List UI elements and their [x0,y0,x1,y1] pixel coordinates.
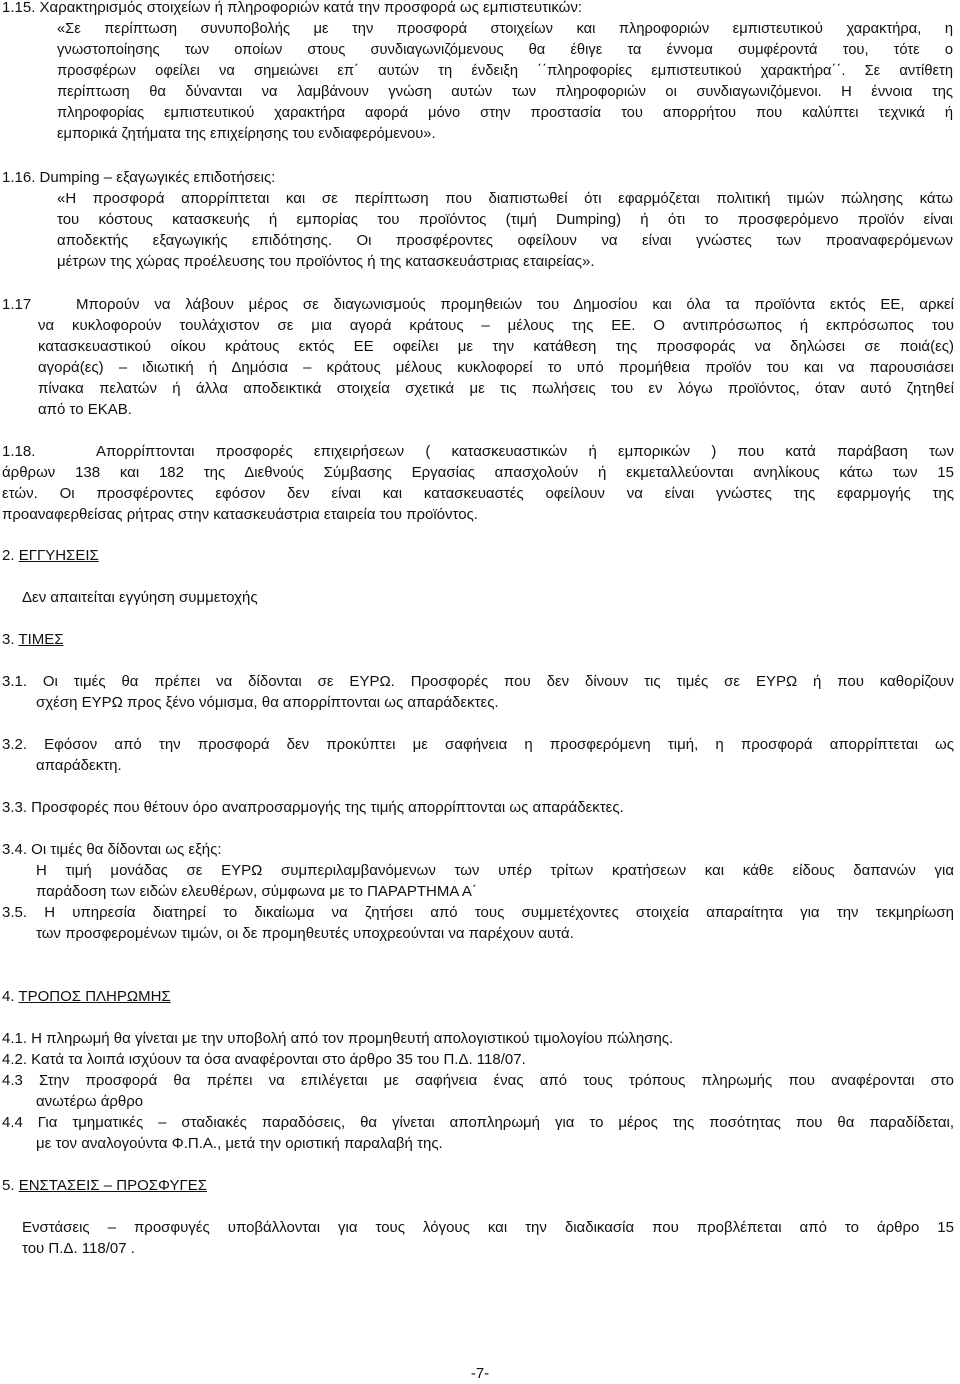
clause-4-4-line: 4.4 Για τμηματικές – σταδιακές παραδόσεις, θα γίνεται αποπληρωμή για το μέρος της ποσότητας που θα παραδίδεται, [2,1114,954,1131]
paragraph-line: άρθρων 138 και 182 της Διεθνούς Σύμβασης Εργασίας απασχολούν ή εκμεταλλεύονται ανηλίκους κάτω των 15 [2,464,954,481]
section-heading-text: ΤΙΜΕΣ [18,631,64,648]
paragraph-line: του Π.Δ. 118/07 . [22,1240,135,1257]
section-2-heading [2,546,99,566]
section-5-heading [2,1176,207,1196]
section-number: 1.15. [2,0,36,16]
paragraph-line: Μπορούν να λάβουν μέρος σε διαγωνισμούς προμηθειών του Δημοσίου και όλα τα προϊόντα εκτός ΕΕ, αρκεί [76,296,954,313]
paragraph-line: από το ΕΚΑΒ. [38,401,132,418]
paragraph-line: «Σε περίπτωση συνυποβολής με την προσφορά στοιχείων και πληροφοριών εμπιστευτικού χαρακτήρα, η [57,21,953,37]
paragraph-line: Απορρίπτονται προσφορές επιχειρήσεων ( κατασκευαστικών ή εμπορικών ) που κατά παράβαση των [96,443,954,460]
clause-3-4-line: 3.4. Οι τιμές θα δίδονται ως εξής: [2,841,222,858]
clause-3-5-line: των προσφερομένων τιμών, οι δε προμηθευτές υποχρεούνται να παρέχουν αυτά. [36,925,574,942]
section-1-15-heading [2,0,582,18]
clause-3-2-line: 3.2. Εφόσον από την προσφορά δεν προκύπτει με σαφήνεια η προσφερόμενη τιμή, η προσφορά απορρίπτεται ως [2,736,954,753]
paragraph-line: εμπορικά ζητήματα της επιχείρησης του ενδιαφερόμενου». [57,126,436,142]
section-heading-text: ΕΓΓΥΗΣΕΙΣ [18,547,99,564]
clause-4-4-line: με τον αναλογούντα Φ.Π.Α., μετά την οριστική παραλαβή της. [36,1135,443,1152]
paragraph-line: Δεν απαιτείται εγγύηση συμμετοχής [22,589,258,606]
section-number: 1.16. [2,169,36,186]
clause-3-1-line: σχέση ΕΥΡΩ προς ξένο νόμισμα, θα απορρίπτονται ως απαράδεκτες. [36,694,499,711]
section-number: 1.18. [2,443,36,460]
section-title: Χαρακτηρισμός στοιχείων ή πληροφοριών κατά την προσφορά ως εμπιστευτικών: [39,0,583,16]
paragraph-line: Ενστάσεις – προσφυγές υποβάλλονται για τους λόγους και την διαδικασία που προβλέπεται από το άρθρο 15 [22,1219,954,1236]
paragraph-line: «Η προσφορά απορρίπτεται και σε περίπτωση που διαπιστωθεί ότι εφαρμόζεται πολιτική τιμών πώλησης κάτω [57,190,953,207]
clause-3-5-line: 3.5. Η υπηρεσία διατηρεί το δικαίωμα να ζητήσει από τους συμμετέχοντες στοιχεία απαραίτητα για την τεκμηρίωση [2,904,954,921]
clause-4-1-line: 4.1. Η πληρωμή θα γίνεται με την υποβολή από τον προμηθευτή απολογιστικού τιμολογίου πώλησης. [2,1030,674,1047]
paragraph-line: μέτρων της χώρας προέλευσης του προϊόντος ή της κατασκευάστριας εταιρείας». [57,253,595,270]
paragraph-line: προαναφερθείσας ρήτρας στην κατασκευάστρια εταιρεία του προϊόντος. [2,506,478,523]
section-1-16-heading [2,168,275,188]
paragraph-line: πίνακα πελατών ή άλλα αποδεικτικά στοιχεία σχετικά με τις πωλήσεις του εν λόγω προϊόντος, όταν αυτό ζητηθεί [38,380,954,397]
section-number: 1.17 [2,296,32,313]
paragraph-line: πληροφορίας εμπιστευτικού χαρακτήρα αφορά μόνο στην προστασία του απορρήτου που καλύπτει τεχνικά ή [57,105,953,121]
section-4-heading [2,987,171,1007]
clause-3-4-line: παράδοση των ειδών ελευθέρων, σύμφωνα με το ΠΑΡΑΡΤΗΜΑ Α΄ [36,883,477,900]
paragraph-line: αποδεκτής εξαγωγικής επιδότησης. Οι προσφέροντες οφείλουν να είναι γνώστες των προαναφερόμενων [57,232,953,249]
paragraph-line: αγορά(ες) – ιδιωτική ή Δημόσια – κράτους μέλους κυκλοφορεί το υπό προμήθεια προϊόν του και να παρουσιάσει [38,359,954,376]
clause-4-3-line: ανωτέρω άρθρο [36,1093,144,1110]
clause-3-3-line: 3.3. Προσφορές που θέτουν όρο αναπροσαρμογής της τιμής απορρίπτονται ως απαράδεκτες. [2,799,624,816]
paragraph-line: να κυκλοφορούν τουλάχιστον σε μια αγορά κράτους – μέλους της ΕΕ. Ο αντιπρόσωπος ή εκπρόσωπος του [38,317,954,334]
clause-4-3-line: 4.3 Στην προσφορά θα πρέπει να επιλέγεται με σαφήνεια ένας από τους τρόπους πληρωμής που αναφέρονται στο [2,1072,954,1089]
clause-3-4-line: Η τιμή μονάδας σε ΕΥΡΩ συμπεριλαμβανόμενων των υπέρ τρίτων κρατήσεων και κάθε είδους δαπανών για [36,862,954,879]
clause-3-1-line: 3.1. Οι τιμές θα πρέπει να δίδονται σε ΕΥΡΩ. Προσφορές που δεν δίνουν τις τιμές σε ΕΥΡΩ ή που καθορίζουν [2,673,954,690]
section-number: 3. [2,631,15,648]
page-number: -7- [470,1365,490,1382]
section-heading-text: ΕΝΣΤΑΣΕΙΣ – ΠΡΟΣΦΥΓΕΣ [18,1177,208,1194]
paragraph-line: γνωστοποίησης των οποίων στους συνδιαγωνιζόμενους θα έθιγε τα έννομα συμφέροντά του, τότε ο [57,42,953,58]
section-heading-text: ΤΡΟΠΟΣ ΠΛΗΡΩΜΗΣ [18,988,171,1005]
paragraph-line: κατασκευαστικού οίκου κράτους εκτός ΕΕ οφείλει με την κατάθεση της προσφοράς να δηλώσει σε ποιά(ες) [38,338,954,355]
section-number: 4. [2,988,15,1005]
section-number: 5. [2,1177,15,1194]
clause-4-2-line: 4.2. Κατά τα λοιπά ισχύουν τα όσα αναφέρονται στο άρθρο 35 του Π.Δ. 118/07. [2,1051,526,1068]
section-number: 2. [2,547,15,564]
section-3-heading [2,630,64,650]
clause-3-2-line: απαράδεκτη. [36,757,122,774]
paragraph-line: περίπτωση θα δύνανται να λαμβάνουν γνώση αυτών των πληροφοριών οι συνδιαγωνιζόμενοι. Η έννοια της [57,84,953,100]
section-title: Dumping – εξαγωγικές επιδοτήσεις: [39,169,276,186]
paragraph-line: ετών. Οι προσφέροντες εφόσον δεν είναι και κατασκευαστές οφείλουν να είναι γνώστες της εφαρμογής της [2,485,954,502]
paragraph-line: του κόστους κατασκευής ή εμπορίας του προϊόντος (τιμή Dumping) ή ότι το προσφερόμενο προϊόν είναι [57,211,953,228]
paragraph-line: προσφέρων οφείλει να σημειώνει επ΄ αυτών τη ένδειξη ΄΄πληροφορίες εμπιστευτικού χαρακτήρα΄΄. Σε αντίθετη [57,63,953,79]
